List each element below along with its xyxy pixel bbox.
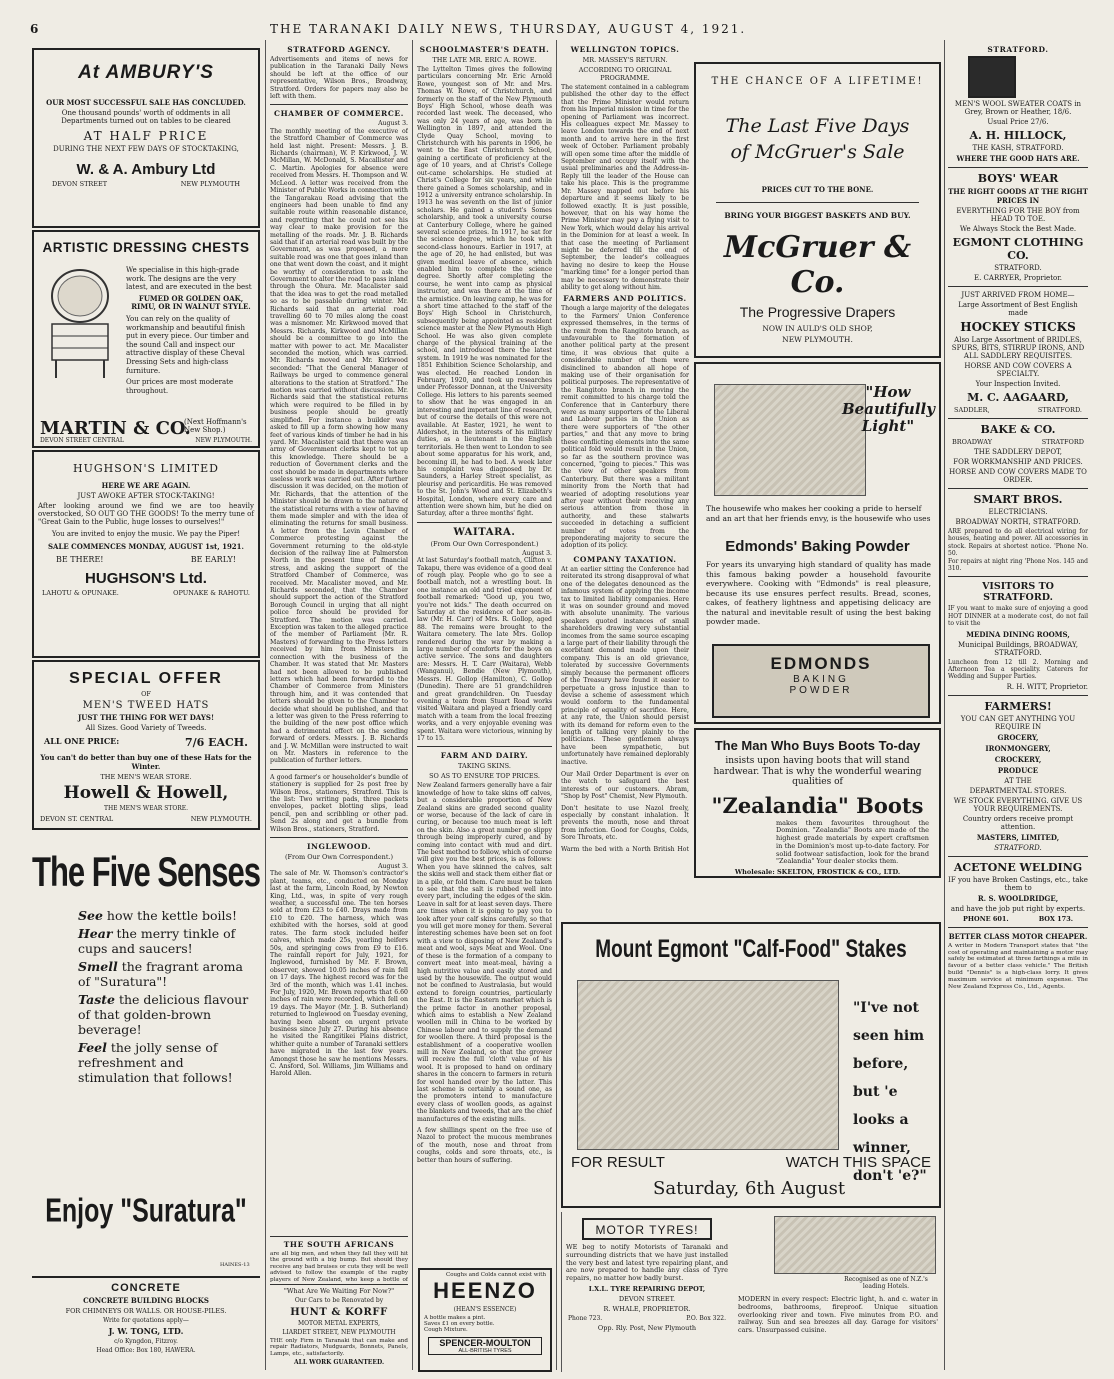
dateline: August 3.: [378, 863, 408, 871]
zealandia-brand: "Zealandia" Boots: [711, 792, 924, 818]
martin-ad: [32, 230, 260, 448]
farmers-line: DEPARTMENTAL STORES.: [969, 786, 1067, 795]
edmonds-brand: Edmonds' Baking Powder: [725, 538, 910, 555]
hockey-sticks: HOCKEY STICKS: [960, 320, 1076, 334]
martin-address: [40, 437, 252, 444]
hunt-foot: ALL WORK GUARANTEED.: [293, 1359, 385, 1367]
sense-text: the delicious flavour of that golden-brown beverage!: [78, 992, 249, 1037]
concrete-line: FOR CHIMNEYS OR WALLS. OR HOUSE-PILES.: [65, 1307, 227, 1315]
column-rule: [412, 40, 413, 1370]
hunt-text: THE only Firm in Taranaki that can make and repair Radiators, Mudguards, Bonnets, Panels, Lamps, etc., satisfactorily.: [270, 1338, 408, 1357]
hotel-illustration: [774, 1216, 936, 1274]
suratura-enjoy: Enjoy "Suratura": [45, 1192, 247, 1230]
hunt-heading: "What Are We Waiting For Now?": [283, 1287, 395, 1295]
farmers-line: CROCKERY,: [994, 754, 1042, 764]
suratura-code: HAINES-13: [220, 1262, 250, 1268]
motor-text: WE beg to notify Motorists of Taranaki and surrounding districts that we have just installed the very best and latest tyre repairing plant, and are now prepared to handle any class of Tyre repairs, no matter how badly burst.: [566, 1243, 728, 1283]
bake-address: [948, 438, 1088, 446]
ambury-line: One thousand pounds' worth of oddments in all Departments turned out on tables to be cleared: [61, 109, 231, 125]
article-subhead: THE LATE MR. ERIC A. ROWE.: [432, 56, 537, 64]
smart-firm: SMART BROS.: [973, 493, 1063, 506]
tin-line: EDMONDS: [770, 654, 872, 673]
concrete-firm: J. W. TONG, LTD.: [108, 1326, 184, 1336]
mcgruer-line: THE CHANCE OF A LIFETIME!: [711, 76, 924, 87]
edmonds-body: For years its unvarying high standard of quality has made this famous baking powder a household favourite everywhere. Cooking with "Edmonds" is real pleasure, because its use ensures perfect results. Bread, scones, cakes, of feathery lightness and appetising delicacy are the natural and inevitable result of using the best baking powder made.: [706, 560, 931, 626]
motor-contact: [562, 1315, 732, 1322]
visitors-line: MEDINA DINING ROOMS,: [966, 629, 1070, 639]
acetone-contact: [948, 915, 1088, 923]
divider: [948, 927, 1088, 928]
hotel-text: MODERN in every respect: Electric light, h. and c. water in bedrooms, bathrooms, fireproof. Unique situation overlooking river and town. Five minutes from P.O. and railway. Sun and sea breezes all day. Garage for visitors' cars. Unsurpassed cuisine.: [738, 1295, 938, 1335]
hillock-logo-row: [968, 56, 1088, 98]
acetone-firm: R. S. WOOLDRIDGE,: [977, 893, 1059, 903]
masthead: [30, 22, 1090, 38]
hughson-address: [34, 587, 258, 599]
howell-ad: [32, 660, 260, 830]
heenzo-line: Cough Mixture.: [424, 1327, 468, 1333]
tin-line: POWDER: [789, 685, 853, 696]
address-left: LAHOTU & OPUNAKE.: [42, 589, 119, 597]
acetone-line: and have the job put right by experts.: [950, 904, 1086, 913]
martin-paragraph: You can rely on the quality of workmanship and beautiful finish put in every piece. Our timber and the sound Call and inspect our attractive display of these Cheval Dressing Sets and high-class furniture.: [126, 314, 250, 375]
edmonds-ad: [694, 362, 941, 724]
article-text: At an earlier sitting the Conference had reiterated its strong disapproval of what one of the delegates denounced as the infamous system of applying the income tax to limited liability companies. Here it was on sounder ground and moved with absolute unanimity. The various speakers quoted instances of small shareholders drawing very substantial incomes from the same source escaping a large part of their liability through the exorbitant demand made upon their company. This is an old grievance, tolerated by successive Governments simply because the permanent officers of the Treasury have found it easier to perpetuate a gross injustice than to devise a scheme of assessment which would conform to the fundamental principle of equality of sacrifice. Here, at any rate, the Union should persist with its demand for reform even to the length of talking very plainly to the politicians. These gentlemen always have been sympathetic, but unfortunately have remained deplorably inactive.: [561, 566, 689, 766]
egmont-clothing-firm: EGMONT CLOTHING CO.: [952, 236, 1084, 262]
acetone-line: IF you have Broken Castings, etc., take them to: [948, 875, 1088, 892]
section-heading: STRATFORD AGENCY.: [287, 45, 391, 54]
boys-line: We Always Stock the Best Made.: [959, 225, 1077, 233]
dressing-chest-illustration: [40, 266, 120, 386]
address-right: NEW PLYMOUTH: [180, 180, 240, 188]
divider: [270, 837, 408, 838]
motor-firm: I.X.L. TYRE REPAIRING DEPOT,: [588, 1284, 706, 1293]
howell-of: OF: [141, 690, 151, 698]
column-two: [270, 42, 408, 1232]
motor-title: MOTOR TYRES!: [595, 1223, 699, 1237]
howell-line: MEN'S TWEED HATS: [82, 700, 210, 711]
section-heading: STRATFORD.: [987, 45, 1049, 54]
address-left: DEVON ST. CENTRAL: [40, 815, 114, 823]
divider: [948, 488, 1088, 489]
section-heading: SCHOOLMASTER'S DEATH.: [419, 45, 550, 54]
hillock-logo: [968, 56, 1016, 98]
spencer-sub: ALL-BRITISH TYRES: [458, 1348, 512, 1354]
divider: [417, 746, 552, 747]
aagaard-line: HORSE AND COW COVERS A SPECIALTY.: [964, 362, 1072, 378]
result-label: FOR RESULT: [571, 1154, 665, 1171]
ambury-title: At AMBURY'S: [78, 62, 214, 83]
heenzo-tag: (HEAN'S ESSENCE): [453, 1306, 517, 1313]
farmers-title: FARMERS!: [984, 699, 1052, 713]
farmers-line: GROCERY,: [997, 732, 1039, 742]
howell-line: THE MEN'S WEAR STORE.: [100, 773, 192, 781]
address-left: BROADWAY: [952, 438, 992, 446]
howell-line: JUST THE THING FOR WET DAYS!: [77, 713, 215, 722]
egmont-stakes-ad: [561, 922, 941, 1208]
motor-street: DEVON STREET.: [618, 1294, 676, 1303]
howell-line: You can't do better than buy one of these Hats for the Winter.: [40, 753, 252, 771]
heenzo-ad: [418, 1268, 552, 1372]
suratura-ad: [32, 848, 260, 1088]
mcgruer-line: BRING YOUR BIGGEST BASKETS AND BUY.: [724, 211, 911, 220]
farmers-line: PRODUCE: [997, 765, 1039, 775]
divider: [270, 104, 408, 105]
heenzo-line: Saves £1 on every bottle.: [424, 1321, 495, 1327]
visitors-line: Luncheon from 12 till 2. Morning and Afternoon Tea a speciality. Caterers for Wedding and Supper Parties.: [948, 658, 1088, 681]
acetone-phone: PHONE 601.: [963, 914, 1009, 923]
aagaard-line: Your Inspection Invited.: [975, 380, 1061, 388]
aagaard-firm: M. C. AAGAARD,: [967, 391, 1069, 404]
zealandia-body: makes them favourites throughout the Dominion. "Zealandia" Boots are made of the highest grade materials by expert craftsmen in the Dominion's most up-to-date factory. For solid footwear satisfaction, look for the brand "Zealandia" Your dealer stocks them.: [776, 818, 929, 866]
boys-line: THE RIGHT GOODS AT THE RIGHT PRICES IN: [948, 187, 1088, 205]
address-left: DEVON STREET CENTRAL: [40, 437, 124, 444]
martin-paragraph: We specialise in this high-grade work. The designs are the very latest, and are executed in the best: [126, 266, 252, 292]
concrete-line: Write for quotations apply—: [103, 1317, 189, 1324]
section-heading: FARMERS AND POLITICS.: [563, 294, 687, 304]
mcgruer-line: of McGruer's Sale: [730, 141, 905, 163]
watch-label: WATCH THIS SPACE: [785, 1154, 931, 1171]
egmont-title: Mount Egmont "Calf-Food" Stakes: [595, 936, 907, 964]
edmonds-tin: [712, 644, 930, 718]
page-number: 6: [30, 22, 41, 36]
ambury-line: OUR MOST SUCCESSFUL SALE HAS CONCLUDED.: [46, 98, 246, 107]
aagaard-line: JUST ARRIVED FROM HOME—: [961, 291, 1075, 299]
article-text: A good farmer's or householder's bundle of stationery is supplied for 2s post free by Wilson Bros., stationers, Stratford. This is the list: Two writing pads, three packets envelopes, packet blotting slips, lead pencil, pen and scribbling or other pad. Send 2s along and get a bundle from Wilson Bros., stationers, Stratford.: [270, 773, 408, 833]
farmers-line: Country orders receive prompt attention.: [962, 814, 1074, 831]
hughson-line: You are invited to enjoy the music. We pay the Piper!: [51, 530, 241, 538]
article-text: At last Saturday's football match, Clifton v. Takapu, there was evidence of a good deal of rough play. People who go to see a football match, not a wrestling bout. In one instance an old and tried exponent of football remarked: "Good up, you two, you're not kids." The death occurred on Saturday at the residence of her son-in-law (Mr. H. Carr) of Mrs. R. Gollop, aged 88. The remains were brought to the Waitara cemetery. The late Mrs. Gollop rendered during the war by making a large number of comforts for the boys on active service. The sons and daughters are: Messrs. H. T. Carr (Waitara), Webb (Wanganui), Bendie (New Plymouth), Messrs. H. Gollop (Hamilton), C. Gollop (Dunedin). There are 51 grandchildren and great grandchildren. On Tuesday evening a team from Stuart Road works visited Waitara and played a friendly card match with a team from the local freezing works, and a very enjoyable evening was spent. Waitara were victorious, winning by 17 to 15.: [417, 557, 552, 742]
aagaard-trade: [948, 406, 1088, 414]
concrete-line: CONCRETE BUILDING BLOCKS: [83, 1296, 209, 1305]
column-four-top: [561, 42, 689, 552]
suratura-senses: [78, 908, 258, 1085]
spencer-firm: SPENCER-MOULTON: [439, 1338, 531, 1348]
visitors-line: Municipal Buildings, BROADWAY, STRATFORD.: [958, 640, 1078, 657]
article-text: Advertisements and items of news for publication in the Taranaki Daily News should be left at the office of our representative, Wilson Bros., Broadway, Stratford. Orders for papers may also be left with them.: [270, 56, 408, 101]
edmonds-slogan: "How Beautifully Light": [842, 383, 935, 435]
acetone-title: ACETONE WELDING: [953, 860, 1083, 874]
article-text: Don't hesitate to use Nazol freely, especially by constant inhalation. It prevents the mouth, nose and throat from infection. Good for Coughs, Colds, Sore Throats, etc.: [561, 804, 689, 842]
article-text: The Lyttelton Times gives the following particulars concerning Mr. Eric Arnold Rowe, youngest son of Mr. and Mrs. Thomas W. Rowe, of Christchurch, and formerly on the staff of the New Plymouth Boys' High School, whose death was recorded last week. The deceased, who was only 24 years of age, was born in Wellington in 1897, and attended the Clyde Quay School, moving to Christchurch with his parents in 1906, he went to the East Christchurch School, gaining a certificate of proficiency at the age of 10 years, and at Christ's College out-came scholarships. He studied at Christ's College for six years, and while there gained a Somes scholarship, and in 1912 a university entrance scholarship. In 1913 he was seventh on the list of junior scholars. He gained a student's Somes scholarship, and took a university course at Canterbury College, where he gained several science prizes. In 1917, he sat for the science degree, which he took with second-class honours. Earlier in 1917, at the age of 20, he had enlisted, but was given medical leave of absence, which enabled him to complete the science degree. Shortly after completing the course, he went into camp as physical instructor, and was there at the time of the armistice. On leaving camp, he was for a short time attached to the staff of the Boys' High School in Christchurch, subsequently being appointed as resident science master at the New Plymouth High School. He was also given complete charge of the physical training at the school, and introduced there the latest system. In 1919 he was nominated for the 1851 Exhibition Science Scholarship, and was elected. He reached London in February, 1920, and took up researches under Professor Donnan, at the University College. His letters to his parents seemed to show that he was engaged in an interesting and important line of research, but of course the details of this were not available. At Easter, 1921, he went to Aldershot, in the interests of his military duties, as a lieutenant in the English territorials. He then went to London to see about some apparatus for his work, and, becoming ill, he had to bed. A week later his complaint was diagnosed by Dr. Saunders, a Harley Street specialist, as pleurisy and pericarditis. He was removed to the St. John's Wood and St. Elizabeth's Hospital, London, where every care and attention were shown him, but he died on Saturday, after a three months' fight.: [417, 66, 552, 518]
hughson-ad: [32, 450, 260, 658]
trade-right: STRATFORD.: [1037, 406, 1082, 414]
cta-left: BE THERE!: [56, 555, 104, 564]
zealandia-wholesale: Wholesale: SKELTON, FROSTICK & CO., LTD.: [734, 868, 901, 877]
howell-firm: Howell & Howell,: [63, 783, 229, 803]
concrete-title: CONCRETE: [111, 1282, 181, 1294]
ambury-line: DURING THE NEXT FEW DAYS OF STOCKTAKING,: [53, 145, 239, 153]
sense-word: Hear: [78, 926, 113, 941]
divider: [948, 167, 1088, 168]
howell-address: [34, 814, 258, 824]
column-rule: [944, 40, 945, 1370]
address-right: STRATFORD: [1041, 438, 1084, 446]
bake-line: FOR WORKMANSHIP AND PRICES.: [953, 458, 1083, 466]
edmonds-intro: The housewife who makes her cooking a pride to herself and an art that her friends envy, is the housewife who uses: [706, 504, 931, 523]
address-right: NEW PLYMOUTH.: [190, 815, 252, 823]
bake-line: THE SADDLERY DEPOT,: [974, 448, 1062, 456]
article-subhead: SO AS TO ENSURE TOP PRICES.: [429, 772, 540, 781]
smart-line: For repairs at night ring 'Phone Nos. 145 and 310.: [948, 557, 1088, 573]
farmers-line: STRATFORD.: [994, 843, 1042, 852]
motor-tyres-ad: [561, 1212, 732, 1372]
sense-text: the jolly sense of refreshment and stimulation that follows!: [78, 1040, 233, 1085]
farmers-line: WE STOCK EVERYTHING. GIVE US YOUR REQUIREMENTS.: [953, 796, 1083, 813]
article-text: are all big men, and when they fall they will hit the ground with a big bump. But should they receive any bad bruises or cuts they will be well advised to follow the example of the rugby players of New Zealand, who keep a bottle of: [270, 1251, 408, 1283]
visitors-line: R. H. WITT, Proprietor.: [1006, 682, 1088, 691]
section-heading: CHAMBER OF COMMERCE.: [274, 109, 404, 119]
article-source: (From Our Own Correspondent.): [284, 853, 394, 862]
section-heading: THE SOUTH AFRICANS: [283, 1240, 395, 1249]
farmers-line: IRONMONGERY,: [985, 743, 1051, 753]
smart-line: BROADWAY NORTH, STRATFORD.: [955, 518, 1081, 526]
divider: [716, 202, 919, 203]
divider: [948, 418, 1088, 419]
divider: [417, 522, 552, 523]
article-subhead: MR. MASSEY'S RETURN.: [582, 56, 668, 64]
mcgruer-line: PRICES CUT TO THE BONE.: [761, 185, 874, 194]
dateline: August 3.: [378, 120, 408, 128]
howell-line: THE MEN'S WEAR STORE.: [103, 805, 189, 812]
heenzo-top: Coughs and Colds cannot exist with: [446, 1272, 546, 1278]
mcgruer-line: NEW PLYMOUTH.: [782, 335, 853, 344]
smart-line: ELECTRICIANS.: [988, 508, 1048, 516]
mcgruer-ad: [694, 62, 941, 358]
visitors-title: VISITORS TO STRATFORD.: [982, 581, 1054, 604]
mcgruer-line: NOW IN AULD'S OLD SHOP,: [762, 324, 873, 333]
section-heading: WAITARA.: [453, 526, 516, 538]
article-text: A few shillings spent on the free use of Nazol to protect the mucous membranes of the mouth, nose and throat from coughs, colds and sore throats, etc., is better than hours of suffering.: [417, 1127, 552, 1164]
motor-box: P.O. Box 322.: [686, 1314, 726, 1322]
column-four-bottom: [561, 552, 689, 852]
zealandia-line: insists upon having boots that will stand hardwear. That is why the wonderful wearing qualities of: [713, 756, 922, 787]
hotel-caption: Recognised as one of N.Z.'s leading Hotels.: [844, 1276, 928, 1290]
hillock-firm: A. H. HILLOCK,: [969, 129, 1067, 142]
motor-title-box: [582, 1218, 712, 1240]
price-value: 7/6 EACH.: [184, 736, 248, 749]
trade-left: SADDLER,: [954, 406, 990, 414]
farmers-firm: MASTERS, LIMITED,: [976, 832, 1060, 842]
calf-illustration: [577, 980, 839, 1150]
aagaard-line: Also Large Assortment of BRIDLES, SPURS, BITS, STIRRUP IRONS, AND ALL SADDLERY REQUISITES.: [951, 336, 1085, 360]
article-text: New Zealand farmers generally have a fair knowledge of how to take skins off calves, but a considerable proportion of New Zealand skins are graded second quality or worse, because of the lack of care in curing, or because too much meat is left on the skin. Also a great number go slippy through being improperly cured, and by coming into contact with mud and dirt. The best method to follow, which of course will give you the best prices, is as follows: When you have skinned the calves, salt the skins well and stack them either flat or in a pile, or fold them. Care must be taken to see that the salt is rubbed well into every part, including the edges of the skin. Leave in salt for at least seven days. There are times when it is going to pay you to look after your calf skins carefully, so that you will get more money for them. Several interesting schemes have been set on foot with a view to disposing of New Zealand's meat and wool, says Meat and Wool. One of these is the formation of a company to convert meat into meat-meal, having a high nutritive value and easily stored and used by the housewife. The output would not be confined to Australasia, but would extend to foreign countries, particularly the East. It is the Eastern market which is the prime factor in another proposal, which aims to establish a New Zealand woollen mill in China to be worked by Chinese labour and to supply the demand for woollen there. A third proposal is the establishment of a cooperative woollen mill in New Zealand, so that the grower will receive the full 'cloth' value of his wool. It is proposed to hand on ordinary shares in the concern to farmers in return for wool handed over by the latter. This last scheme is certainly a sound one, as the promoters intend to manufacture every class of woollen goods, as against the blankets and tweeds, that are the chief manufactures of the existing mills.: [417, 782, 552, 1123]
column-rule: [556, 40, 557, 1370]
heenzo-line: A bottle makes a pint.: [424, 1315, 486, 1321]
mcgruer-line: The Progressive Drapers: [739, 304, 896, 320]
martin-firm: MARTIN & CO.: [40, 418, 191, 439]
howell-price: [34, 734, 258, 751]
ambury-firm: W. & A. Ambury Ltd: [76, 161, 216, 178]
dateline: August 3.: [522, 549, 552, 557]
concrete-ad: [32, 1276, 260, 1374]
bake-line: HORSE AND COW COVERS MADE TO ORDER.: [949, 468, 1087, 484]
ambury-ad: [32, 48, 260, 228]
smart-line: ARE prepared to do all electrical wiring for houses, heating and power. All accessories in stock. Repairs at shortest notice. 'Phone No. 50.: [948, 528, 1088, 558]
sense-word: Feel: [78, 1040, 107, 1055]
hunt-line: MOTOR METAL EXPERTS,: [297, 1320, 381, 1327]
section-heading: INGLEWOOD.: [306, 842, 372, 852]
address-right: NEW PLYMOUTH.: [195, 437, 252, 444]
hunt-line: LIARDET STREET, NEW PLYMOUTH: [282, 1329, 396, 1336]
concrete-line: Head Office: Box 180, HAWERA.: [96, 1347, 196, 1354]
ambury-address: [34, 178, 258, 190]
column-rule: [265, 40, 266, 1370]
egmont-date: Saturday, 6th August: [653, 1178, 846, 1199]
sense-word: See: [78, 908, 103, 923]
sense-word: Smell: [78, 959, 118, 974]
hughson-line: JUST AWOKE AFTER STOCK-TAKING!: [77, 492, 215, 500]
divider: [948, 856, 1088, 857]
tin-line: BAKING: [793, 674, 849, 685]
zealandia-ad: [694, 728, 941, 878]
bake-firm: BAKE & CO.: [980, 423, 1056, 436]
address-right: OPUNAKE & RAHOTU.: [173, 589, 250, 597]
farmers-line: AT THE: [1004, 776, 1032, 785]
modern-hotel-ad: [734, 1212, 941, 1372]
hillock-line: WHERE THE GOOD HATS ARE.: [956, 154, 1080, 163]
masthead-title: THE TARANAKI DAILY NEWS, THURSDAY, AUGUST 4, 1921.: [270, 22, 747, 36]
spencer-moulton-ad: [428, 1337, 542, 1355]
address-left: DEVON STREET: [52, 180, 108, 188]
section-heading: WELLINGTON TOPICS.: [570, 45, 680, 54]
motor-prop: R. WHALE, PROPRIETOR.: [603, 1304, 691, 1313]
sense-text: the merry tinkle of cups and saucers!: [78, 926, 236, 956]
stratford-column: [948, 42, 1088, 1374]
divider: [948, 695, 1088, 696]
hunt-korff-ad: [270, 1284, 408, 1375]
ambury-line: AT HALF PRICE: [83, 129, 209, 143]
hunt-firm: HUNT & KORFF: [290, 1307, 388, 1318]
hillock-line: Usual Price 27/6.: [987, 118, 1049, 126]
article-text: Our Mail Order Department is ever on the watch to safeguard the best interests of our customers. Abram, "Shop by Post" Chemist, New Plymouth.: [561, 770, 689, 801]
mcgruer-line: The Last Five Days: [725, 115, 910, 137]
howell-title: SPECIAL OFFER: [69, 670, 223, 687]
article-text: Though a large majority of the delegates to the Farmers' Union Conference expressed themselves, in the terms of the remit from the Rangitoto branch, as unfavourable to the formation of another political party at the present time, it was obvious that quite a considerable number of them were disinclined to abandon all hope of making use of their organisation for political purposes. The representative of the Rangitoto branch in moving the remit committed to his charge told the Conference that in Canterbury there were as many supporters of the Liberal and Labour parties in the Union as there were supporters of "the other parties," and that any move to bring these conflicting elements into the same political fold would result in the Union, so far as the southern province was concerned, "going to pieces." This was the view of other speakers from Canterbury. But there was a militant minority from the North that had wearied of adopting resolutions year after year without their receiving any serious attention from those in authority, and these stalwarts succeeded in detaching a sufficient number of votes from the preponderating majority to secure the adoption of its policy.: [561, 305, 689, 550]
martin-title: ARTISTIC DRESSING CHESTS: [42, 240, 250, 255]
south-africans-ad: [270, 1236, 408, 1283]
boys-title: BOYS' WEAR: [977, 172, 1059, 185]
egmont-quote: "I've not seen him before, but 'e looks a winner, don't 'e?": [853, 1000, 927, 1184]
sense-text: how the kettle boils!: [106, 908, 237, 923]
concrete-line: c/o Kyngdon, Fitzroy.: [114, 1338, 178, 1345]
article-text: The monthly meeting of the executive of the Stratford Chamber of Commerce was held last night. Present: Messrs. J. B. Richards (chairman), W. P. Kirkwood, J. W. McMillan, W. McDonald, S. Macallister and C. Martin. Apologies for absence were received from Messrs. H. Thompson and W. McLeod. A letter was received from the Minister of Public Works in connection with the Tangarakau Road advising that the engineers had been unable to find any suitable route within reasonable distance, and regretting that he could not see his way clear to make provision for the metalling of the roads. Mr. J. B. Richards said that if an arterial road was built by the Government, as was proposed, a more suitable road was one that goes inland than one that went down the coast, and it might be worthy of consideration to ask the Government to alter the road to pass inland through the Ohura. Mr. Macalister said that the idea was to get the road metalled so as to be passable during winter. Mr. Richards said that an arterial road travelling 60 to 70 miles along the coast was a misnomer. Mr. Kirkwood moved that Messrs. Richards, Kirkwood and McMillan should be a committee to go into the matter with power to act. Mr. Macalister seconded the motion, which was carried. Mr. Richards moved and Mr. Kirkwood seconded: "That the General Manager of Railways be urged to commence general alterations to the station at Stratford." The motion was carried without discussion. Mr. Richards said that the statistical returns which were required to be filled in by business people should be greatly simplified. For instance a builder was asked to fill up a form showing how many feet of various kinds of timber he had in his yard. Mr. Macalister said that there was an army of Government clerks kept to tot up this knowledge. There should be a reduction of Government clerks and the cost should be made in departments where useless work was carried out. After further discussion it was decided, on the motion of Mr. Richards, that the attention of the Minister should be drawn to the nature of the statistical returns with a view of having them made simpler and with the idea of eliminating the returns for small business. A letter from the Levin Chamber of Commerce protesting against the Government returning to the old-style decision of the railway line at Palmerston North in the present time of financial stress, and asking the support of the Stratford Chamber of Commerce, was received. Mr. Macalister moved, and Mr. Richards seconded, that the Chamber should support the action of the Stratford Borough Council in urging that all night police force should be provided for Stratford. The motion was carried. Exception was taken to the alleged practice of the member of Parliament (Mr. R. Masters) of forwarding to the Press letters received by him from Ministers in connection with the business of the Chamber. It was stated that Mr. Masters had not been allowed to be published letters which had been forwarded to the Chamber of Commerce from Ministers through him, and it was contended that letters should be given to the Chamber to decide what should be published, and that a letter was given to the Press referring to the building of the new post office which had a detrimental effect on the sending forward of orders. Messrs. J. B. Richards and J. W. McMillan were instructed to wait on Mr. Masters in reference to the publication of further letters.: [270, 127, 408, 765]
motor-phone: Phone 723.: [568, 1314, 603, 1322]
martin-note: (Next Hoffmann's New Shop.): [184, 418, 247, 434]
section-heading: COMPANY TAXATION.: [573, 555, 677, 564]
heenzo-lines: [420, 1315, 550, 1333]
article-subhead: TAKING SKINS.: [458, 762, 511, 771]
article-text: The statement contained in a cablegram published the other day to the effect that the Prime Minister would return from his Imperial mission in time for the opening of Parliament was incorrect. His colleagues expect Mr. Massey to leave London towards the end of next month and to arrive here in the first week of October. Parliament probably will open some time after the middle of September and occupy itself with the usual preliminaries and the Address-in-Reply till the leader of the House can take his place. This is the programme Mr. Massey mapped out before his departure and it seems likely to be followed exactly. It is just possible, however, that on his way home the Prime Minister may pay a flying visit to New York, which would delay his arrival in the Dominion for at least a week. In that case the meeting of Parliament might be deferred till the end of September, the leader's colleagues having no desire to keep the House "marking time" for a longer period than may be necessary to demonstrate their ability to get along without him.: [561, 84, 689, 291]
sense-text: the fragrant aroma of "Suratura"!: [78, 959, 243, 989]
hughson-line: SALE COMMENCES MONDAY, AUGUST 1st, 1921.: [47, 542, 244, 551]
divider: [270, 769, 408, 770]
divider: [948, 576, 1088, 577]
divider: [948, 286, 1088, 287]
better-title: BETTER CLASS MOTOR CHEAPER.: [948, 931, 1088, 941]
article-source: (From Our Own Correspondent.): [430, 539, 539, 548]
hillock-line: MEN'S WOOL SWEATER COATS in Grey, Brown or Heather, 18/6.: [954, 100, 1082, 116]
hughson-title: HUGHSON'S LIMITED: [73, 462, 219, 475]
zealandia-line: The Man Who Buys Boots To-day: [714, 738, 921, 753]
martin-paragraph: Our prices are most moderate throughout.: [126, 378, 234, 395]
sense-word: Taste: [78, 992, 115, 1007]
hughson-firm: HUGHSON'S Ltd.: [85, 570, 207, 587]
hughson-line: HERE WE ARE AGAIN.: [101, 481, 191, 490]
hughson-line: After looking around we find we are too heavily overstocked, SO OUT GO THE GOODS! To the merry tune of "Great Gain to the Public, huge losses to ourselves!": [38, 502, 254, 526]
suratura-title: The Five Senses: [32, 848, 260, 896]
heenzo-brand: HEENZO: [433, 1278, 537, 1303]
egmont-line: E. CARRYER, Proprietor.: [973, 274, 1063, 282]
boys-line: EVERYTHING FOR THE BOY from HEAD TO TOE.: [956, 207, 1080, 223]
article-text: The sale of Mr. W. Thomson's contractor's plant, teams, etc., conducted on Monday last at the farm, Lincoln Road, by Newton King, Ltd., was, in spite of very rough weather, a successful one. The ten horses sold at from £23 to £40. Drays made from £10 to £20. The harness, which was exhibited with the horses, sold at good rates. The farm stock included heifer calves, which made 25s, yearling heifers 50s, and springing cows from £9 to £16. The rainfall report for July, 1921, for Inglewood, furnished by Mr. F. Brown, observer, showed 10.05 inches of rain fell on 17 days. The highest record was for the 3rd of the month, which was 1.41 inches. For July, 1920, Mr. Brown reports that 6.60 inches of rain were recorded, which fell on 19 days. The Mayor (Mr. J. B. Sutherland) returned to Inglewood on Tuesday evening, having been absent on urgent private business since July 27. During his absence he visited the Rangitikei Plains district, whither quite a number of Taranaki settlers have migrated in the last few years. Amongst those he saw he mentions Messrs. C. Ansford, Sol. Williams, Jim Williams and Harold Allen.: [270, 870, 408, 1078]
acetone-box: BOX 173.: [1038, 914, 1073, 923]
hughson-cta: [34, 553, 258, 566]
better-text: A writer in Modern Transport states that "the cost of operating and maintaining a motor may safely be estimated at three farthings a mile in favour of a better class vehicle." The British build "Dennis" is a high-class lorry. It gives maximum service at minimum expense. The New Zealand Express Co., Ltd., Agents.: [948, 942, 1088, 990]
column-three: [417, 42, 552, 1264]
article-subhead: ACCORDING TO ORIGINAL PROGRAMME.: [578, 66, 672, 82]
howell-line: All Sizes. Good Variety of Tweeds.: [85, 724, 207, 732]
martin-copy: [126, 266, 256, 395]
egmont-line: STRATFORD.: [994, 264, 1042, 272]
egmont-result-line: [571, 1154, 931, 1171]
visitors-line: IF you want to make sure of enjoying a good HOT DINNER at a moderate cost, do not fail to visit the: [948, 605, 1088, 628]
motor-opp: Opp. Rly. Post, New Plymouth: [597, 1323, 697, 1332]
hunt-sub: Our Cars to be Renovated by: [294, 1297, 384, 1304]
section-heading: FARM AND DAIRY.: [440, 751, 529, 761]
aagaard-line: Large Assortment of Best English made: [958, 301, 1078, 317]
mcgruer-firm: McGruer & Co.: [723, 230, 912, 300]
article-text: Warm the bed with a North British Hot: [561, 845, 689, 852]
farmers-line: YOU CAN GET ANYTHING YOU REQUIRE IN: [960, 714, 1076, 731]
hillock-line: THE KASH, STRATFORD.: [972, 144, 1064, 152]
price-label: ALL ONE PRICE:: [44, 736, 120, 746]
cta-right: BE EARLY!: [190, 555, 236, 564]
martin-paragraph: FUMED OR GOLDEN OAK, RIMU, OR IN WALNUT STYLE.: [131, 293, 251, 312]
